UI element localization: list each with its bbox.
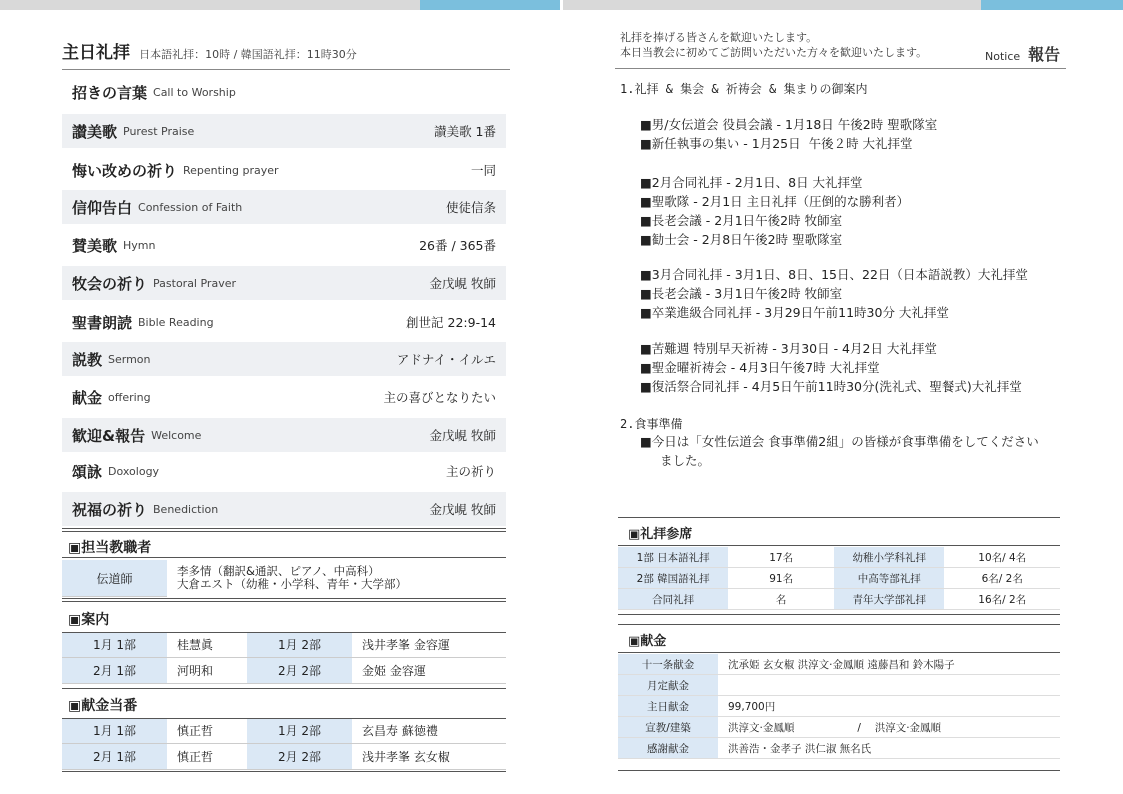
- divider: [62, 598, 506, 602]
- divider: [618, 517, 1060, 518]
- table-row: [618, 568, 1060, 589]
- cell-label: 1月 2部: [247, 718, 352, 744]
- order-item-value: 金戊峴 牧師: [429, 428, 496, 443]
- cell-value: 洪善浩・金孝子 洪仁淑 無名氏: [718, 738, 1060, 759]
- order-item-value: 金戊峴 牧師: [429, 502, 496, 517]
- notice-item: ■聖金曜祈祷会 - 4月3日午後7時 大礼拝堂: [640, 360, 880, 375]
- welcome-line-1: 礼拝を捧げる皆さんを歓迎いたします。: [620, 31, 818, 44]
- staff-label: 伝道師: [62, 560, 167, 597]
- cell-value: 金姫 金容運: [352, 658, 506, 684]
- divider: [615, 68, 1066, 69]
- order-item-name: 祝福の祈り: [72, 500, 148, 519]
- worship-title: 主日礼拝: [62, 43, 130, 63]
- divider: [62, 528, 506, 532]
- order-item-en: offering: [108, 390, 151, 404]
- order-item: [62, 454, 506, 488]
- divider: [62, 718, 506, 719]
- order-item-value: 使徒信条: [445, 200, 496, 215]
- guide-table: [62, 632, 506, 684]
- cell-value: 河明和: [167, 658, 247, 684]
- order-item-en: Benediction: [153, 502, 219, 516]
- notice-item: ■聖歌隊 - 2月1日 主日礼拝（圧倒的な勝利者）: [640, 194, 910, 209]
- guide-title: ▣案内: [68, 612, 110, 628]
- order-item-en: Confession of Faith: [138, 200, 243, 214]
- notice-item: ■勧士会 - 2月8日午後2時 聖歌隊室: [640, 232, 843, 247]
- order-item-en: Sermon: [108, 352, 151, 366]
- table-row: [618, 738, 1060, 759]
- cell-value: 浅井孝峯 玄女椒: [352, 744, 506, 770]
- cell-value: [718, 675, 1060, 696]
- staff-line-2: 大倉エスト（幼稚・小学科、青年・大学部）: [177, 577, 407, 592]
- notice-heading: [985, 42, 1060, 65]
- staff-title: ▣担当教職者: [68, 540, 152, 556]
- notice-jp: 報告: [1028, 45, 1061, 64]
- notice-item: ■男/女伝道会 役員会議 - 1月18日 午後2時 聖歌隊室: [640, 117, 938, 132]
- table-row: [618, 589, 1060, 610]
- table-row: [618, 675, 1060, 696]
- divider: [618, 624, 1060, 625]
- cell-label: 1部 日本語礼拝: [618, 547, 728, 568]
- cell-value: 桂慧眞: [167, 632, 247, 658]
- cell-label: 2月 1部: [62, 658, 167, 684]
- notice-item: ■復活祭合同礼拝 - 4月5日午前11時30分(洗礼式、聖餐式)大礼拝堂: [640, 379, 1022, 394]
- table-row: [618, 547, 1060, 568]
- cell-value: 浅井孝峯 金容運: [352, 632, 506, 658]
- order-item: [62, 305, 506, 339]
- divider: [62, 771, 506, 772]
- notice-item: ■長老会議 - 3月1日午後2時 牧師室: [640, 286, 843, 301]
- order-item: [62, 75, 506, 109]
- cell-label: 中高等部礼拝: [834, 568, 945, 589]
- cell-label: 2月 2部: [247, 658, 352, 684]
- order-item-name: 説教: [72, 350, 103, 369]
- cell-label: 十一条献金: [618, 654, 718, 675]
- cell-value: 17名: [728, 547, 834, 568]
- order-item-name: 牧会の祈り: [72, 274, 148, 293]
- order-item: [62, 153, 506, 187]
- order-item-value: 主の喜びとなりたい: [383, 390, 496, 405]
- order-item-value: 26番 / 365番: [419, 238, 496, 253]
- order-item-en: Pastoral Praver: [153, 276, 236, 290]
- order-item-name: 献金: [72, 388, 103, 407]
- order-item-name: 悔い改めの祈り: [72, 161, 178, 180]
- order-item-value: 主の祈り: [445, 464, 496, 479]
- order-item: [62, 342, 506, 376]
- order-item-en: Bible Reading: [138, 315, 214, 329]
- attendance-title: ▣礼拝参席: [628, 527, 693, 542]
- order-item-name: 頌詠: [72, 462, 103, 481]
- cell-label: 1月 1部: [62, 718, 167, 744]
- notice-en: Notice: [985, 50, 1021, 63]
- order-item-en: Call to Worship: [153, 85, 236, 99]
- cell-value: 6名/ 2名: [944, 568, 1060, 589]
- order-item-name: 讃美歌: [72, 122, 118, 141]
- table-row: [62, 718, 506, 744]
- cell-label: 月定献金: [618, 675, 718, 696]
- offering-title: ▣献金: [628, 634, 667, 649]
- table-row: [618, 654, 1060, 675]
- worship-times: 日本語礼拝：10時 / 韓国語礼拝：11時30分: [139, 48, 357, 61]
- cell-label: 感謝献金: [618, 738, 718, 759]
- cell-label: 主日献金: [618, 696, 718, 717]
- order-item-name: 信仰告白: [72, 198, 133, 217]
- cell-value: 慎正哲: [167, 718, 247, 744]
- notice-item: ■新任執事の集い - 1月25日 午後２時 大礼拝堂: [640, 136, 913, 151]
- notice-section-1: 1.礼拝 & 集会 & 祈祷会 & 集まりの御案内: [620, 82, 868, 96]
- order-item: [62, 266, 506, 300]
- meal-line-2: ました。: [660, 453, 711, 468]
- order-item-en: Welcome: [151, 428, 202, 442]
- order-item-name: 歓迎&報告: [72, 426, 146, 445]
- top-accent-right: [981, 0, 1123, 10]
- order-item: [62, 380, 506, 414]
- offering-duty-table: [62, 718, 506, 770]
- order-item-name: 聖書朗読: [72, 313, 133, 332]
- order-item-value: 讃美歌 1番: [434, 124, 496, 139]
- cell-label: 1月 1部: [62, 632, 167, 658]
- table-row: [62, 632, 506, 658]
- order-item-en: Doxology: [108, 464, 160, 478]
- notice-item: ■2月合同礼拝 - 2月1日、8日 大礼拝堂: [640, 175, 863, 190]
- cell-label: 2部 韓国語礼拝: [618, 568, 728, 589]
- order-item: [62, 418, 506, 452]
- notice-item: ■長老会議 - 2月1日午後2時 牧師室: [640, 213, 843, 228]
- divider: [618, 614, 1060, 615]
- divider: [62, 632, 506, 633]
- cell-label: 2月 1部: [62, 744, 167, 770]
- cell-label: 合同礼拝: [618, 589, 728, 610]
- order-item: [62, 228, 506, 262]
- attendance-table: [618, 547, 1060, 610]
- order-item: [62, 114, 506, 148]
- staff-table: [62, 560, 506, 597]
- cell-value: 91名: [728, 568, 834, 589]
- cell-value: 沈承姫 玄女椒 洪淳文·金鳳順 遠藤昌和 鈴木陽子: [718, 654, 1060, 675]
- order-item-value: 金戊峴 牧師: [429, 276, 496, 291]
- offering-table: [618, 654, 1060, 759]
- divider: [618, 770, 1060, 771]
- top-accent-left: [420, 0, 560, 10]
- cell-value: 慎正哲: [167, 744, 247, 770]
- cell-label: 2月 2部: [247, 744, 352, 770]
- table-row: [618, 717, 1060, 738]
- cell-label: 宣教/建築: [618, 717, 718, 738]
- table-row: [62, 744, 506, 770]
- cell-value: 10名/ 4名: [944, 547, 1060, 568]
- staff-line-1: 李多情（翻訳&通訳、ピアノ、中高科）: [177, 564, 380, 579]
- notice-item: ■苦難週 特別早天祈祷 - 3月30日 - 4月2日 大礼拝堂: [640, 341, 937, 356]
- divider: [62, 557, 506, 558]
- worship-header: [62, 38, 510, 70]
- order-item: [62, 492, 506, 526]
- meal-line-1: ■今日は「女性伝道会 食事準備2組」の皆様が食事準備をしてください: [640, 434, 1039, 449]
- cell-value: 16名/ 2名: [944, 589, 1060, 610]
- divider: [62, 688, 506, 689]
- cell-label: 幼稚小学科礼拝: [834, 547, 945, 568]
- divider: [618, 652, 1060, 653]
- order-item-en: Purest Praise: [123, 124, 195, 138]
- top-bar-right: [563, 0, 981, 10]
- cell-label: 青年大学部礼拝: [834, 589, 945, 610]
- order-item-value: アドナイ・イルエ: [396, 352, 496, 367]
- table-row: [62, 658, 506, 684]
- order-item-name: 招きの言葉: [72, 83, 148, 102]
- offering-duty-title: ▣献金当番: [68, 698, 138, 714]
- notice-section-2: 2.食事準備: [620, 417, 683, 431]
- notice-item: ■3月合同礼拝 - 3月1日、8日、15日、22日（日本語説教）大礼拝堂: [640, 267, 1028, 282]
- cell-value: 玄昌寿 蘇徳禮: [352, 718, 506, 744]
- table-row: [618, 696, 1060, 717]
- notice-item: ■卒業進級合同礼拝 - 3月29日午前11時30分 大礼拝堂: [640, 305, 949, 320]
- order-item-name: 賛美歌: [72, 236, 118, 255]
- cell-value: 99,700円: [718, 696, 1060, 717]
- divider: [618, 545, 1060, 546]
- order-item-value: 創世記 22:9-14: [406, 315, 496, 330]
- order-item-en: Repenting prayer: [183, 163, 279, 177]
- cell-value: 名: [728, 589, 834, 610]
- order-item: [62, 190, 506, 224]
- cell-label: 1月 2部: [247, 632, 352, 658]
- cell-value: 洪淳文·金鳳順 / 洪淳文·金鳳順: [718, 717, 1060, 738]
- order-item-en: Hymn: [123, 238, 156, 252]
- welcome-message: [620, 30, 927, 60]
- order-item-value: 一同: [470, 163, 496, 178]
- welcome-line-2: 本日当教会に初めてご訪問いただいた方々を歓迎いたします。: [620, 46, 928, 59]
- top-bar-left: [0, 0, 420, 10]
